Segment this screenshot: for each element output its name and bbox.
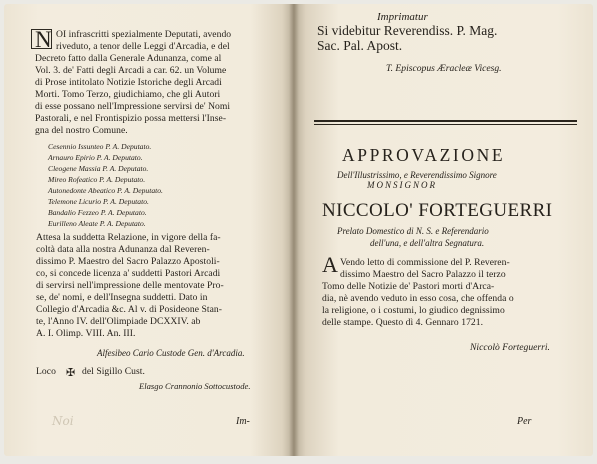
para1-line-7: di esse possano nell'Impressione servirsi de' Nomi	[35, 101, 231, 112]
para1-line-9: gna del nostro Comune.	[35, 125, 128, 136]
para2-line-9: A. I. Olimp. VIII. An. III.	[36, 328, 136, 339]
seal-label-left: Loco	[36, 366, 56, 377]
deputy-2: Arnauro Epirio P. A. Deputato.	[48, 153, 143, 162]
imprimatur-line-1: Si videbitur Reverendiss. P. Mag.	[317, 23, 498, 38]
para1-line-3: Decreto fatto dalla Generale Adunanza, come al	[35, 53, 222, 64]
approval-line-1: Vendo letto di commissione del P. Reveren-	[340, 257, 510, 268]
deputy-6: Telemone Licurio P. A. Deputato.	[48, 197, 149, 206]
approval-subtitle: Dell'Illustrissimo, e Reverendissimo Signore	[337, 170, 497, 180]
para1-line-5: di Prose intitolato Notizie Istoriche degli Arcadi	[35, 77, 222, 88]
show-through-text: Noi	[52, 414, 74, 428]
para2-line-6: se, de' nomi, e dell'Insegna suddetti. Dato in	[36, 292, 208, 303]
para1-line-1: OI infrascritti spezialmente Deputati, avendo	[56, 29, 232, 40]
para1-line-6: Morti. Tomo Terzo, giudichiamo, che gli Autori	[35, 89, 221, 100]
top-rule-thick	[314, 120, 577, 122]
approval-line-5: la religione, o i costumi, lo giudico degnissimo	[322, 305, 505, 316]
approval-line-6: delle stampe. Questo dì 4. Gennaro 1721.	[322, 317, 484, 328]
deputy-7: Bandalio Fezzeo P. A. Deputato.	[48, 208, 147, 217]
right-catchword: Per	[517, 416, 532, 427]
prelato-line-2: dell'una, e dell'altra Segnatura.	[370, 238, 485, 248]
deputy-4: Mireo Rofeatico P. A. Deputato.	[48, 175, 146, 184]
custode-signature: Alfesibeo Cario Custode Gen. d'Arcadia.	[97, 348, 245, 358]
para2-line-5: di servirsi nell'impressione delle mentovate Pro-	[36, 280, 224, 291]
para1-line-8: Pastorali, e nel Frontispizio possa mettersi l'Inse-	[35, 113, 227, 124]
seal-label-right: del Sigillo Cust.	[82, 366, 145, 377]
deputy-3: Cleogene Massia P. A. Deputato.	[48, 164, 149, 173]
approval-line-2: dissimo Maestro del Sacro Palazzo il terzo	[340, 269, 506, 280]
secretary-signature: Elasgo Crannonio Sottocustode.	[139, 381, 251, 391]
approval-line-3: Tomo delle Notizie de' Pastori morti d'Arca-	[322, 281, 495, 292]
book-gutter	[289, 4, 299, 456]
approver-name: NICCOLO' FORTEGUERRI	[322, 200, 553, 221]
monsignor-line: MONSIGNOR	[367, 180, 437, 190]
para1-line-4: Vol. 3. de' Fatti degli Arcadi a car. 62. un Volume	[35, 65, 227, 76]
para2-line-1: Attesa la suddetta Relazione, in vigore della fa-	[36, 232, 221, 243]
deputy-5: Autonedonte Abeatico P. A. Deputato.	[48, 186, 163, 195]
deputy-1: Cesennio Issunteo P. A. Deputato.	[48, 142, 152, 151]
left-catchword: Im-	[236, 416, 250, 427]
imprimatur-line-2: Sac. Pal. Apost.	[317, 38, 403, 53]
approval-title: APPROVAZIONE	[342, 145, 506, 165]
bishop-signature: T. Episcopus Æracleæ Vicesg.	[386, 63, 502, 74]
approval-line-4: dia, nè avendo veduto in esso cosa, che offenda o	[322, 293, 514, 304]
prelato-line-1: Prelato Domestico di N. S. e Referendario	[337, 226, 489, 236]
para1-line-2: riveduto, a tenor delle Leggi d'Arcadia, e del	[56, 41, 230, 52]
left-dropcap: N	[35, 27, 52, 52]
deputy-8: Eurilleno Aleate P. A. Deputato.	[48, 219, 146, 228]
imprimatur-heading: Imprimatur	[377, 11, 428, 23]
right-dropcap: A	[322, 252, 338, 277]
para2-line-7: Collegio d'Arcadia &c. Al v. di Posideone Stan-	[36, 304, 222, 315]
para2-line-4: co, si concede licenza a' suddetti Pastori Arcadi	[36, 268, 221, 279]
para2-line-8: te, l'Anno IV. dell'Olimpiade DCXXIV. ab	[36, 316, 201, 327]
para2-line-2: coltà data alla nostra Adunanza dal Reveren-	[36, 244, 210, 255]
seal-cross-icon: ✠	[66, 366, 76, 379]
forteguerri-signature: Niccolò Forteguerri.	[470, 342, 550, 353]
para2-line-3: dissimo P. Maestro del Sacro Palazzo Apostoli-	[36, 256, 220, 267]
top-rule-thin	[314, 124, 577, 125]
